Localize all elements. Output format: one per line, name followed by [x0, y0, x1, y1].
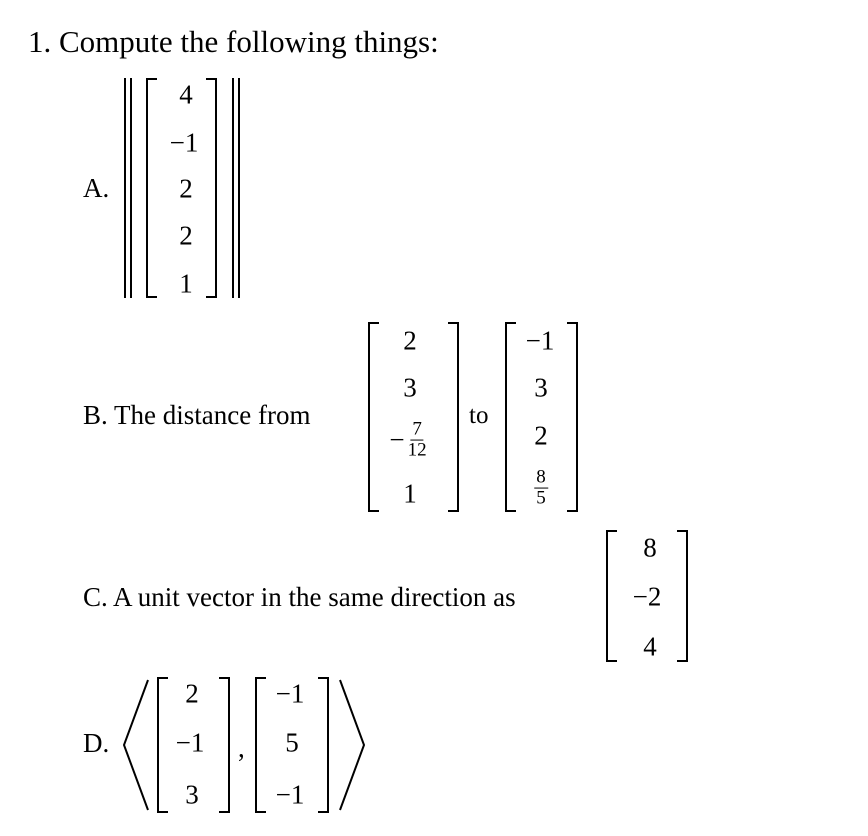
vector-entry: 1 — [403, 478, 417, 509]
right-bracket — [206, 78, 217, 298]
vector-entry: −1 — [175, 727, 205, 758]
denominator: 5 — [536, 487, 546, 509]
vector-entry: 5 — [285, 727, 299, 758]
vector-entry: 2 — [403, 325, 417, 356]
part-c-label: C. A unit vector in the same direction as — [83, 582, 516, 612]
vector-entry: 3 — [185, 779, 199, 810]
norm-bar — [232, 78, 234, 298]
problem-text: Compute the following things: — [59, 24, 439, 59]
vector-entry: 8 — [643, 532, 657, 563]
norm-bar — [238, 78, 240, 298]
problem-number: 1. — [28, 24, 52, 59]
connector-to: to — [469, 402, 489, 429]
vector-entry: −1 — [525, 325, 555, 356]
vector-entry: −1 — [275, 678, 305, 709]
left-angle-bracket — [120, 678, 152, 812]
minus-sign: − — [389, 424, 405, 455]
part-d-label: D. — [83, 728, 110, 758]
vector-entry: 2 — [179, 220, 193, 251]
left-bracket — [606, 530, 617, 662]
left-bracket — [157, 677, 168, 813]
vector-entry: 3 — [534, 372, 548, 403]
norm-bar — [130, 78, 132, 298]
vector-entry: −2 — [632, 581, 662, 612]
denominator: 12 — [407, 439, 427, 461]
left-bracket — [146, 78, 157, 298]
comma-separator: , — [238, 733, 245, 763]
vector-entry-fraction — [389, 420, 426, 461]
right-bracket — [567, 322, 578, 512]
vector-entry: 2 — [179, 173, 193, 204]
vector-entry-fraction — [534, 468, 548, 509]
left-bracket — [368, 322, 379, 512]
right-bracket — [677, 530, 688, 662]
right-bracket — [448, 322, 459, 512]
vector-entry: −1 — [169, 127, 199, 158]
part-a-label: A. — [83, 173, 110, 203]
vector-entry: 2 — [534, 420, 548, 451]
numerator: 8 — [536, 466, 546, 488]
norm-bar — [124, 78, 126, 298]
left-bracket — [505, 322, 516, 512]
vector-entry: −1 — [275, 779, 305, 810]
left-bracket — [255, 677, 266, 813]
vector-entry: 3 — [403, 372, 417, 403]
part-b-label: B. The distance from — [83, 400, 311, 430]
vector-entry: 4 — [643, 631, 657, 662]
right-bracket — [219, 677, 230, 813]
vector-entry: 1 — [179, 268, 193, 299]
vector-entry: 2 — [185, 678, 199, 709]
right-bracket — [318, 677, 329, 813]
vector-entry: 4 — [179, 79, 193, 110]
numerator: 7 — [412, 418, 422, 440]
right-angle-bracket — [336, 678, 368, 812]
problem-heading — [28, 26, 439, 57]
